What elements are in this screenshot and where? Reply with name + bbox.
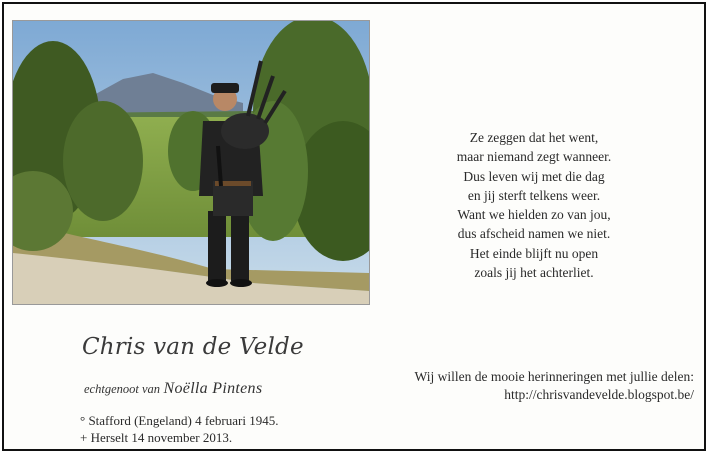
poem-line: maar niemand zegt wanneer. xyxy=(456,149,612,165)
life-dates xyxy=(80,412,278,446)
birth-line: ° Stafford (Engeland) 4 februari 1945. xyxy=(80,413,279,428)
spouse-prefix: echtgenoot van xyxy=(84,382,161,396)
share-text: Wij willen de mooie herinneringen met jullie delen: xyxy=(414,369,694,384)
memorial-card xyxy=(2,2,706,451)
deceased-name: Chris van de Velde xyxy=(82,334,304,360)
memorial-poem xyxy=(384,128,684,282)
spouse-line xyxy=(84,380,262,398)
spouse-name: Noëlla Pintens xyxy=(163,380,263,397)
share-memories xyxy=(415,368,695,404)
poem-line: dus afscheid namen we niet. xyxy=(457,226,611,242)
poem-line: Ze zeggen dat het went, xyxy=(469,130,599,145)
poem-line: Het einde blijft nu open xyxy=(469,245,599,261)
blog-link[interactable]: http://chrisvandevelde.blogspot.be/ xyxy=(504,387,694,402)
poem-line: en jij sterft telkens weer. xyxy=(467,187,601,203)
death-line: + Herselt 14 november 2013. xyxy=(80,430,233,445)
bagpiper-photo-illustration xyxy=(13,21,369,304)
poem-line: Want we hielden zo van jou, xyxy=(457,207,611,223)
poem-line: zoals jij het achterliet. xyxy=(474,265,594,281)
portrait-photo xyxy=(12,20,370,305)
poem-line: Dus leven wij met die dag xyxy=(463,168,605,184)
